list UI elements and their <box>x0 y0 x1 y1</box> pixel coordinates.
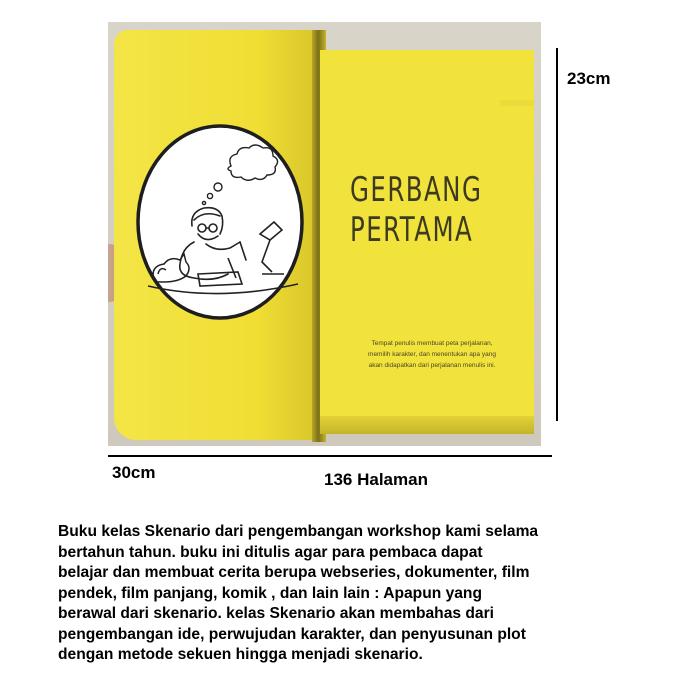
faint-header <box>500 100 534 106</box>
writer-illustration <box>136 124 304 320</box>
book-subtitle-line: Tempat penulis membuat peta perjalanan, <box>371 340 493 347</box>
left-page <box>114 30 318 440</box>
height-dimension-line <box>556 48 558 421</box>
book-subtitle-line: akan didapatkan dari perjalanan menulis ini. <box>368 362 496 369</box>
book-subtitle-line: memilih karakter, dan menentukan apa yang <box>368 351 496 358</box>
description-line: pengembangan ide, perwujudan karakter, dan penyusunan plot <box>58 625 526 643</box>
pages-label: 136 Halaman <box>324 470 428 489</box>
page-edges <box>320 416 534 434</box>
book-photo <box>108 22 541 446</box>
book-title-line: PERTAMA <box>350 210 474 250</box>
description-line: belajar dan membuat cerita berupa webseries, dokumenter, film <box>58 564 530 581</box>
description-line: berawal dari skenario. kelas Skenario akan membahas dari <box>58 605 494 622</box>
product-description <box>58 522 658 666</box>
book-title-line: GERBANG <box>350 170 483 210</box>
description-line: Buku kelas Skenario dari pengembangan workshop kami selama <box>58 523 539 540</box>
description-line: pendek, film panjang, komik , dan lain lain : Apapun yang <box>58 584 482 602</box>
right-page <box>320 50 534 420</box>
description-line: dengan metode sekuen hingga menjadi skenario. <box>58 646 423 663</box>
width-label: 30cm <box>112 463 156 482</box>
height-label: 23cm <box>567 69 611 88</box>
width-dimension-line <box>108 455 552 457</box>
description-line: bertahun tahun. buku ini ditulis agar para pembaca dapat <box>58 543 483 561</box>
book-subtitle <box>342 338 522 371</box>
book-title <box>350 170 483 250</box>
